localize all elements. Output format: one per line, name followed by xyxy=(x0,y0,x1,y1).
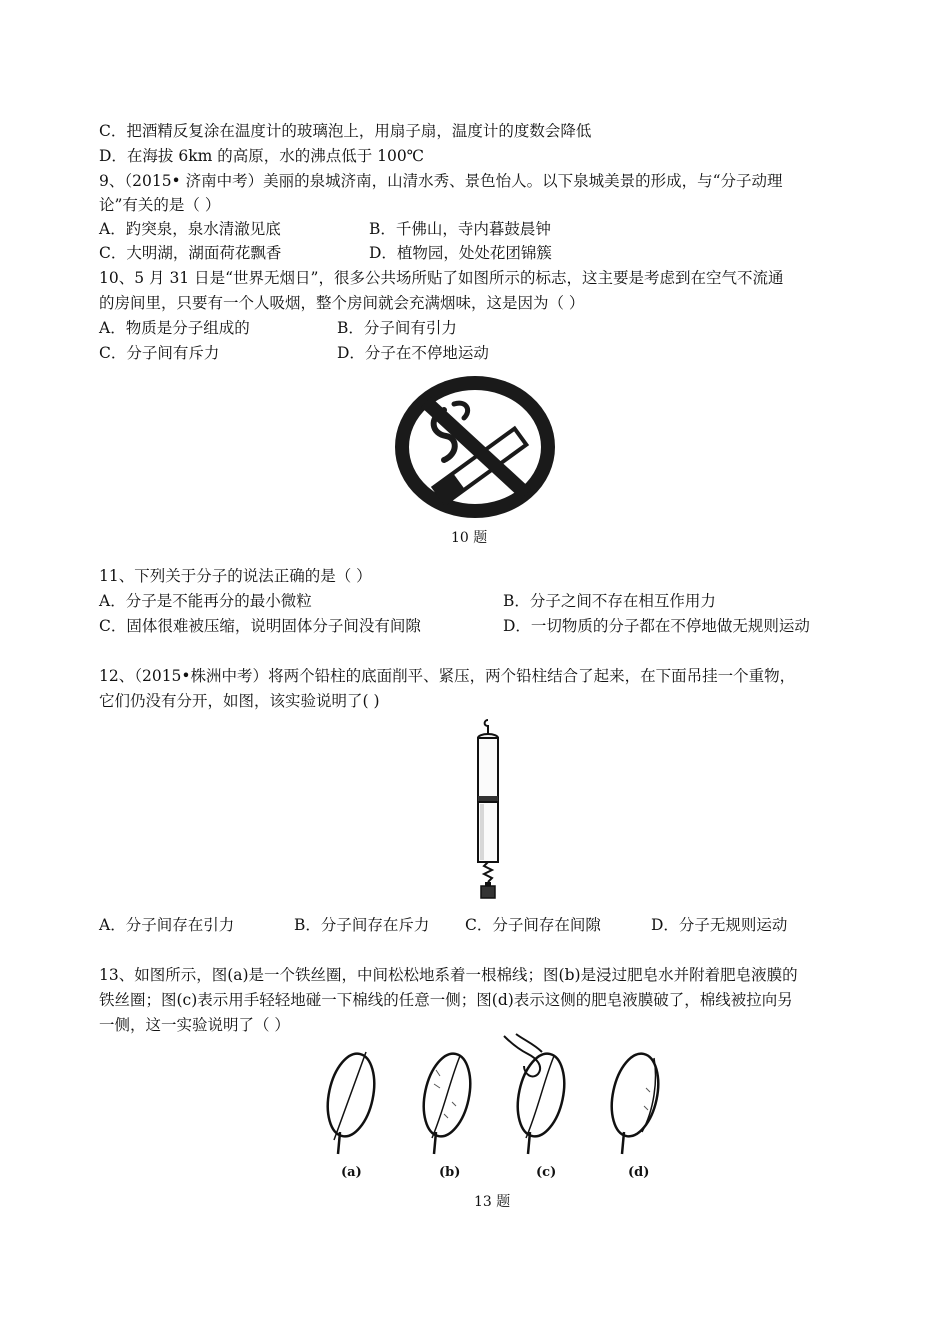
q10-stem-line1: 10、5 月 31 日是“世界无烟日”，很多公共场所贴了如图所示的标志，这主要是考虑到在空气不流通 xyxy=(99,269,784,287)
wire-loop-figure-c xyxy=(498,1030,578,1158)
q9-stem-line2: 论”有关的是（ ） xyxy=(99,196,221,214)
q13-figure-caption: 13 题 xyxy=(474,1194,511,1210)
q9-stem-line1: 9、（2015• 济南中考）美丽的泉城济南，山清水秀、景色怡人。以下泉城美景的形成，与“分子动理 xyxy=(99,172,783,190)
no-smoking-sign-icon xyxy=(392,374,558,520)
q8-option-d: D．在海拔 6km 的高原，水的沸点低于 100℃ xyxy=(99,147,425,165)
q10-stem-line2: 的房间里，只要有一个人吸烟，整个房间就会充满烟味，这是因为（ ） xyxy=(99,294,585,312)
q12-stem-line1: 12、（2015•株洲中考）将两个铅柱的底面削平、紧压，两个铅柱结合了起来，在下面吊挂一个重物， xyxy=(99,667,796,685)
wire-loop-figure-b xyxy=(414,1040,478,1158)
q9-option-a: A．趵突泉，泉水清澈见底 xyxy=(99,220,281,238)
wire-loop-figure-d xyxy=(602,1040,666,1158)
q13-stem-line1: 13、如图所示，图(a)是一个铁丝圈，中间松松地系着一根棉线；图(b)是浸过肥皂水并附着肥皂液膜的 xyxy=(99,966,798,984)
q10-option-c: C．分子间有斥力 xyxy=(99,344,220,362)
q11-stem: 11、下列关于分子的说法正确的是（ ） xyxy=(99,567,372,585)
figure-label-b: (b) xyxy=(439,1165,461,1180)
q11-option-a: A．分子是不能再分的最小微粒 xyxy=(99,592,312,610)
q11-option-d: D．一切物质的分子都在不停地做无规则运动 xyxy=(503,617,810,635)
q12-option-c: C．分子间存在间隙 xyxy=(465,916,601,934)
q12-stem-line2: 它们仍没有分开，如图，该实验说明了( ) xyxy=(99,692,380,710)
q9-option-d: D．植物园，处处花团锦簇 xyxy=(369,244,552,262)
q12-option-d: D．分子无规则运动 xyxy=(651,916,788,934)
figure-label-c: (c) xyxy=(536,1165,557,1180)
lead-cylinders-figure xyxy=(468,716,518,900)
q11-option-c: C．固体很难被压缩，说明固体分子间没有间隙 xyxy=(99,617,421,635)
q12-option-b: B．分子间存在斥力 xyxy=(294,916,430,934)
q10-option-b: B．分子间有引力 xyxy=(337,319,457,337)
q10-option-d: D．分子在不停地运动 xyxy=(337,344,489,362)
q13-stem-line3: 一侧，这一实验说明了（ ） xyxy=(99,1016,290,1034)
wire-loop-figure-a xyxy=(318,1040,382,1158)
q13-stem-line2: 铁丝圈；图(c)表示用手轻轻地碰一下棉线的任意一侧；图(d)表示这侧的肥皂液膜破了，棉线被拉向另 xyxy=(99,991,793,1009)
q9-option-b: B．千佛山，寺内暮鼓晨钟 xyxy=(369,220,551,238)
figure-label-a: (a) xyxy=(341,1165,362,1180)
q12-option-a: A．分子间存在引力 xyxy=(99,916,235,934)
figure-label-d: (d) xyxy=(628,1165,650,1180)
q11-option-b: B．分子之间不存在相互作用力 xyxy=(503,592,716,610)
q9-option-c: C．大明湖，湖面荷花飘香 xyxy=(99,244,282,262)
q10-option-a: A．物质是分子组成的 xyxy=(99,319,250,337)
q10-figure-caption: 10 题 xyxy=(451,530,488,546)
q8-option-c: C．把酒精反复涂在温度计的玻璃泡上，用扇子扇，温度计的度数会降低 xyxy=(99,122,592,140)
